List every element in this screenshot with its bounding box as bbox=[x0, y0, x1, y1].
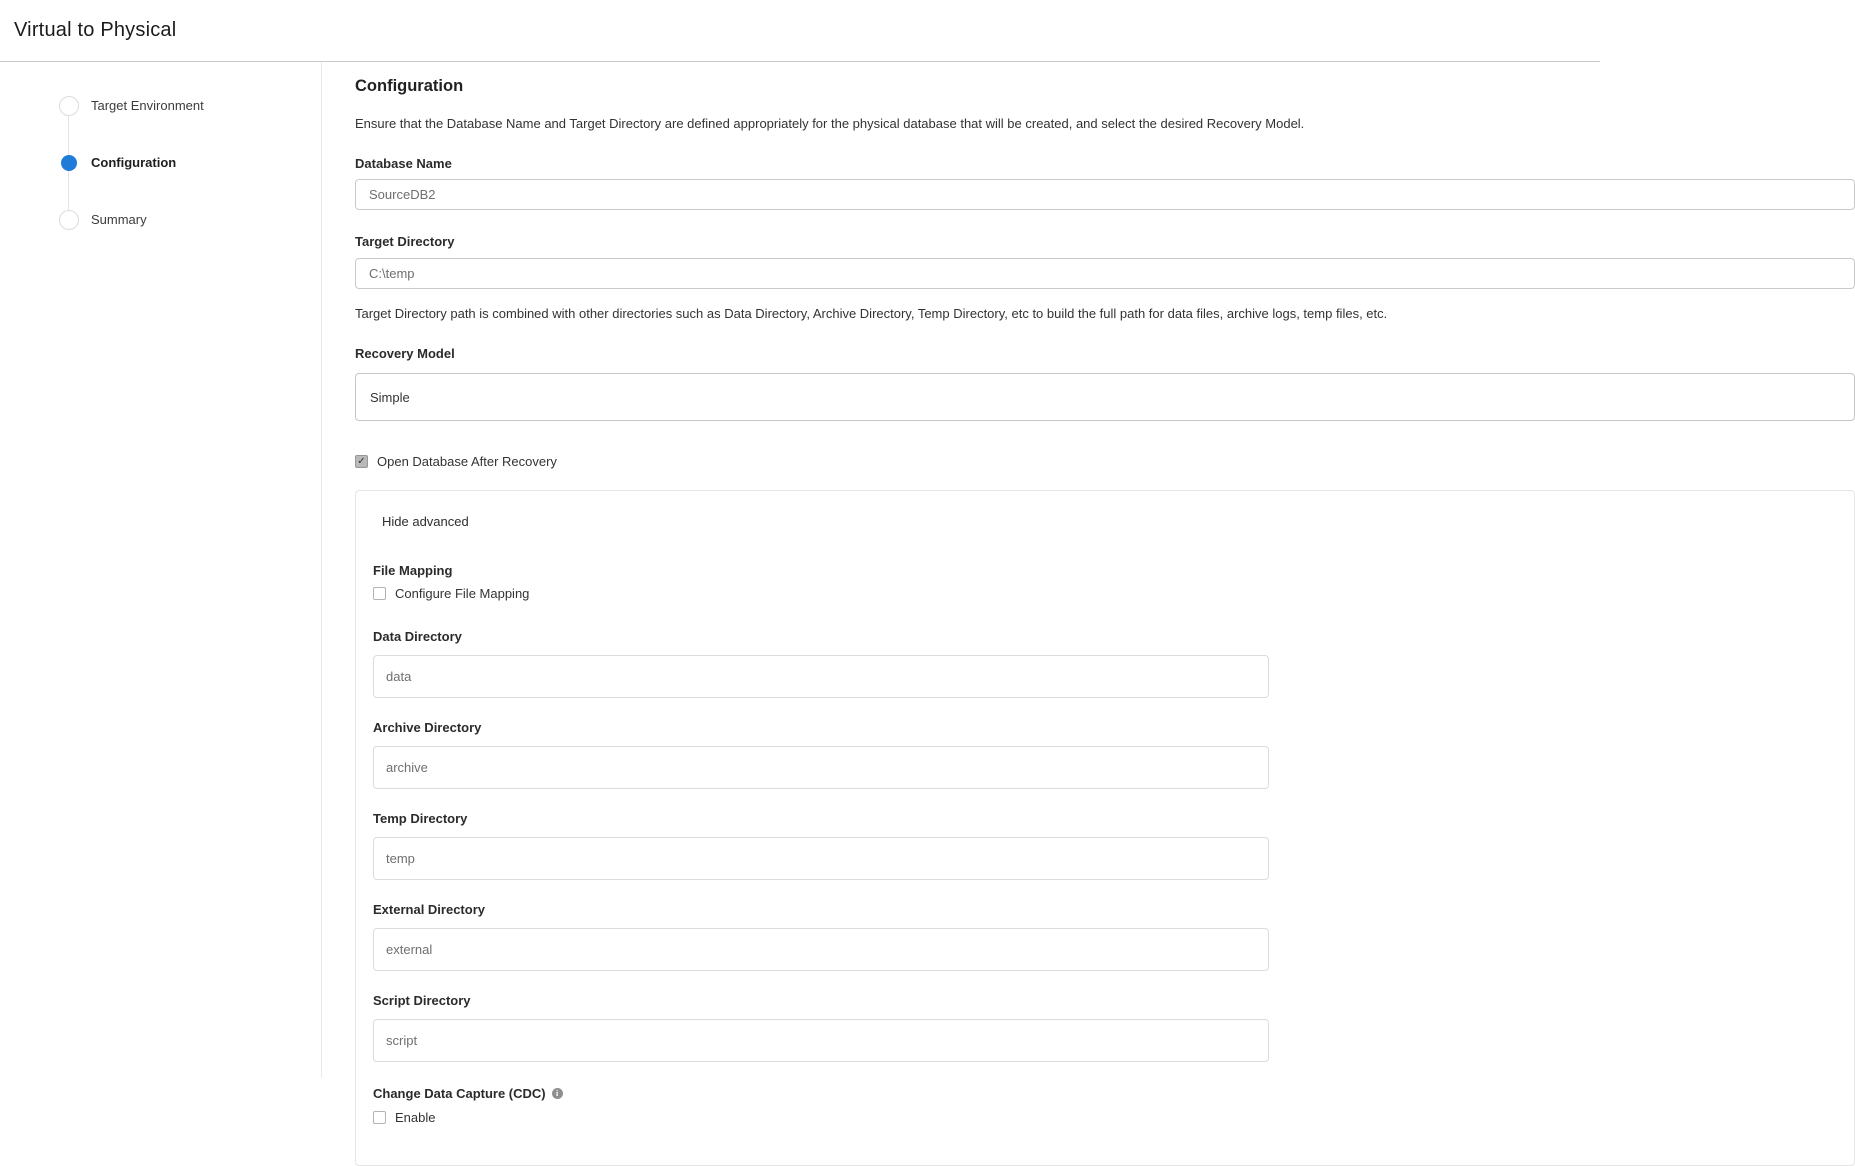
step-label: Configuration bbox=[91, 155, 177, 170]
configuration-panel bbox=[322, 62, 1855, 1125]
open-database-checkbox-label: Open Database After Recovery bbox=[377, 454, 557, 469]
temp-directory-label: Temp Directory bbox=[373, 811, 468, 826]
file-mapping-heading: File Mapping bbox=[373, 563, 453, 578]
recovery-model-label: Recovery Model bbox=[355, 346, 455, 361]
cdc-enable-checkbox[interactable] bbox=[373, 1111, 386, 1124]
external-directory-input[interactable] bbox=[373, 928, 1269, 971]
step-circle-icon bbox=[59, 96, 79, 116]
page-title: Configuration bbox=[355, 77, 464, 95]
step-active-dot-icon bbox=[61, 155, 77, 171]
hide-advanced-toggle[interactable]: Hide advanced bbox=[382, 514, 469, 529]
external-directory-label: External Directory bbox=[373, 902, 485, 917]
page-description: Ensure that the Database Name and Target Directory are defined appropriately for the physical database that will be created, and select the desired Recovery Model. bbox=[355, 116, 1305, 131]
advanced-options-panel bbox=[355, 490, 1855, 1166]
script-directory-input[interactable] bbox=[373, 1019, 1269, 1062]
cdc-enable-row[interactable] bbox=[373, 1110, 1837, 1125]
step-label: Summary bbox=[91, 212, 147, 227]
open-database-checkbox-row[interactable] bbox=[355, 454, 1855, 469]
wizard-body bbox=[0, 62, 1600, 1125]
info-icon[interactable]: i bbox=[552, 1088, 563, 1099]
database-name-input[interactable] bbox=[355, 179, 1855, 210]
database-name-label: Database Name bbox=[355, 156, 452, 171]
target-directory-label: Target Directory bbox=[355, 234, 455, 249]
target-directory-input[interactable] bbox=[355, 258, 1855, 289]
step-label: Target Environment bbox=[91, 98, 204, 113]
open-database-checkbox[interactable] bbox=[355, 455, 368, 468]
recovery-model-select[interactable] bbox=[355, 373, 1855, 421]
temp-directory-input[interactable] bbox=[373, 837, 1269, 880]
archive-directory-input[interactable] bbox=[373, 746, 1269, 789]
script-directory-label: Script Directory bbox=[373, 993, 471, 1008]
configure-file-mapping-row[interactable] bbox=[373, 586, 1837, 601]
data-directory-input[interactable] bbox=[373, 655, 1269, 698]
wizard-stepper-sidebar bbox=[0, 62, 322, 1078]
configure-file-mapping-label: Configure File Mapping bbox=[395, 586, 530, 601]
target-directory-help-text: Target Directory path is combined with other directories such as Data Directory, Archive Directory, Temp Directory, etc to build the full path for data files, archive logs, temp files, etc. bbox=[355, 306, 1388, 321]
recovery-model-selected-value: Simple bbox=[370, 389, 410, 405]
cdc-enable-label: Enable bbox=[395, 1110, 436, 1125]
data-directory-label: Data Directory bbox=[373, 629, 462, 644]
cdc-heading: Change Data Capture (CDC) bbox=[373, 1086, 546, 1101]
cdc-heading-row bbox=[373, 1086, 1837, 1101]
stepper-step-target-environment[interactable] bbox=[0, 96, 204, 116]
window-title: Virtual to Physical bbox=[14, 19, 177, 41]
stepper-step-summary[interactable] bbox=[0, 210, 147, 230]
step-circle-icon bbox=[59, 210, 79, 230]
window-header bbox=[0, 0, 1600, 62]
stepper-step-configuration[interactable] bbox=[0, 155, 176, 171]
archive-directory-label: Archive Directory bbox=[373, 720, 482, 735]
configure-file-mapping-checkbox[interactable] bbox=[373, 587, 386, 600]
